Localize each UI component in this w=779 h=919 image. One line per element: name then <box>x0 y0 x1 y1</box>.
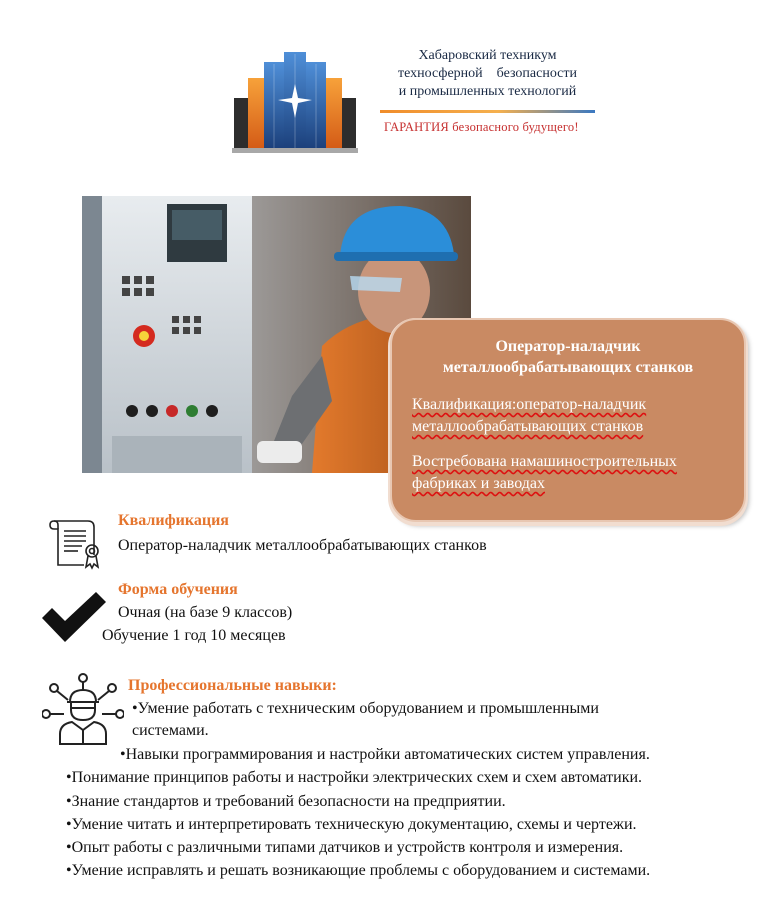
program-callout-card <box>390 318 746 522</box>
skills-item: •Умение читать и интерпретировать техническую документацию, схемы и чертежи. <box>66 816 637 833</box>
college-logo <box>228 48 362 156</box>
skills-item: системами. <box>132 722 209 739</box>
study-form-line: Обучение 1 год 10 месяцев <box>102 627 286 644</box>
study-form-line: Очная (на базе 9 классов) <box>118 604 293 621</box>
worker-network-icon <box>42 672 124 753</box>
card-title-line: Оператор-наладчик <box>495 338 641 355</box>
card-title <box>392 336 744 378</box>
skills-item: •Умение работать с техническим оборудованием и промышленными <box>132 700 599 717</box>
org-name-line: Хабаровский техникум <box>418 48 557 63</box>
skills-item: •Умение исправлять и решать возникающие проблемы с оборудованием и системами. <box>66 862 651 879</box>
certificate-icon <box>48 515 104 576</box>
org-name-line: техносферной безопасности <box>398 66 577 81</box>
header-divider <box>380 110 595 113</box>
study-form-title: Форма обучения <box>118 581 238 598</box>
skills-item: •Навыки программирования и настройки автоматических систем управления. <box>120 746 650 763</box>
skills-item: •Понимание принципов работы и настройки электрических схем и схем автоматики. <box>66 769 643 786</box>
qualification-title: Квалификация <box>118 512 229 529</box>
skills-item: •Знание стандартов и требований безопасности на предприятии. <box>66 793 506 810</box>
slogan: ГАРАНТИЯ безопасного будущего! <box>384 120 579 134</box>
card-title-line: металлообрабатывающих станков <box>442 359 694 376</box>
skills-title: Профессиональные навыки: <box>128 677 337 694</box>
qualification-text: Оператор-наладчик металлообрабатывающих станков <box>118 537 487 554</box>
card-qualification-text: Квалификация:оператор-наладчик металлообрабатывающих станков <box>412 396 647 435</box>
checkmark-icon <box>40 592 108 649</box>
card-demand-text: Востребована намашиностроительных фабриках и заводах <box>412 453 677 492</box>
skills-item: •Опыт работы с различными типами датчиков и устройств контроля и измерения. <box>66 839 624 856</box>
org-name <box>380 47 595 101</box>
org-name-line: и промышленных технологий <box>398 84 577 99</box>
